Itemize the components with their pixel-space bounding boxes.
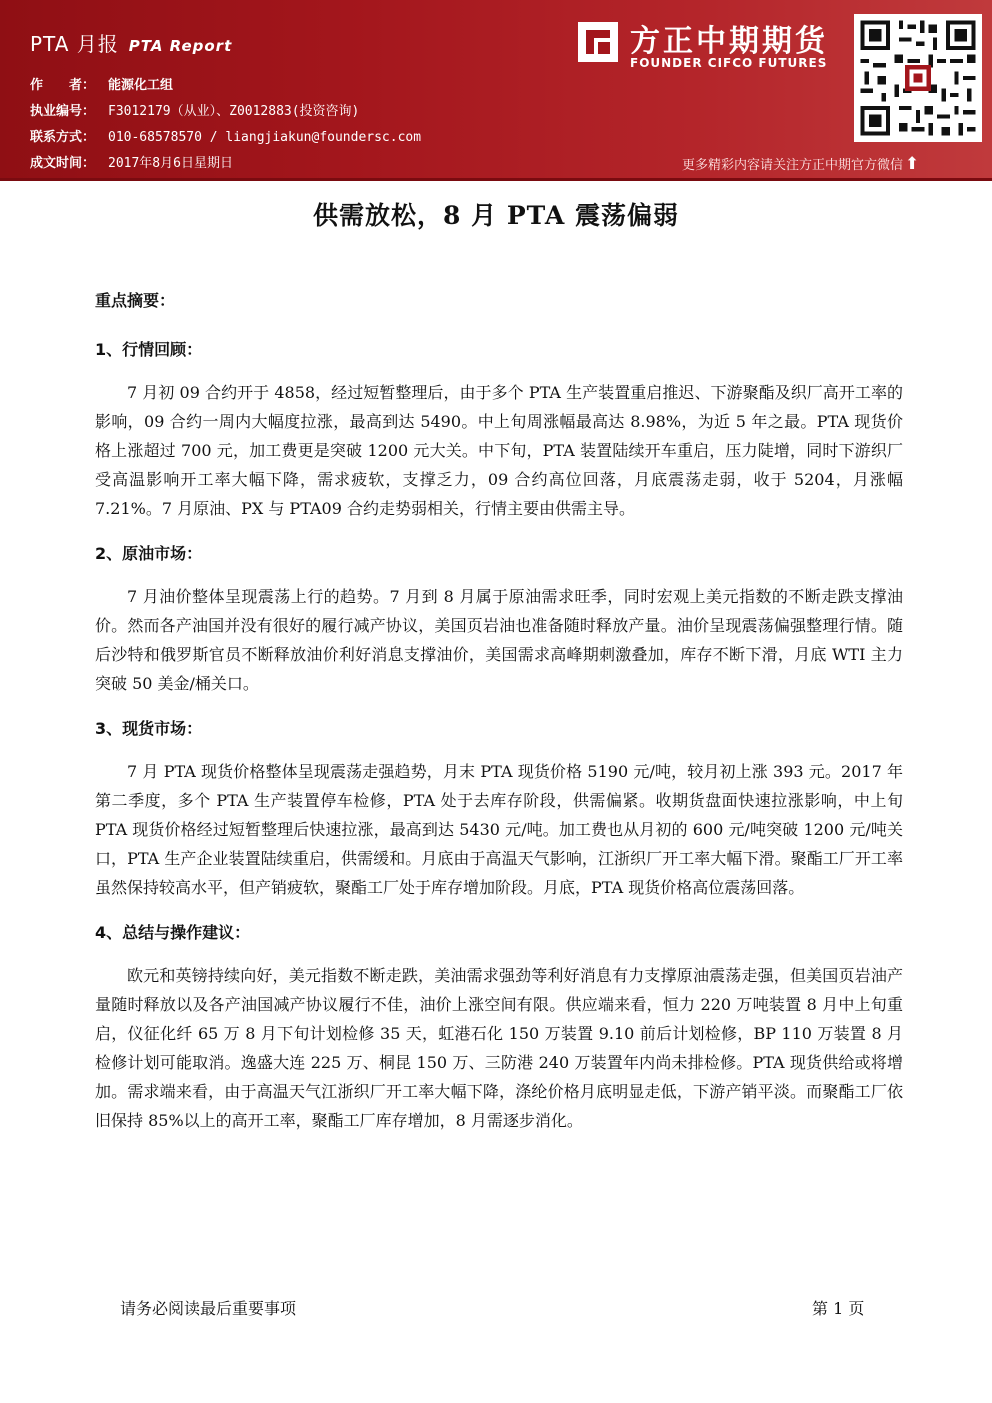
meta-date-value: 2017年8月6日星期日 bbox=[108, 156, 233, 171]
logo-text-en: FOUNDER CIFCO FUTURES bbox=[630, 56, 828, 70]
founder-logo bbox=[576, 12, 836, 72]
follow-wechat-text: 更多精彩内容请关注方正中期官方微信 bbox=[682, 158, 904, 173]
meta-author-key: 作 者： bbox=[30, 78, 96, 93]
meta-author-value: 能源化工组 bbox=[108, 78, 174, 93]
section-paragraph: 7 月 PTA 现货价格整体呈现震荡走强趋势，月末 PTA 现货价格 5190 元/吨，较月初上涨 393 元。2017 年第二季度，多个 PTA 生产装置停车检修，PTA 处于去库存阶段，供需偏紧。收期货盘面快速拉涨影响，中上旬 PTA 现货价格经过短暂整理后快速拉涨，最高到达 5430 元/吨。加工费也从月初的 600 元/吨突破 1200 元/吨关口，PTA 生产企业装置陆续重启，供需缓和。月底由于高温天气影响，江浙织厂开工率大幅下滑。聚酯工厂开工率虽然保持较高水平，但产销疲软，聚酯工厂处于库存增加阶段。月底，PTA 现货价格高位震荡回落。 bbox=[95, 762, 903, 897]
meta-author bbox=[30, 74, 173, 93]
report-title-en: PTA Report bbox=[128, 37, 233, 55]
summary-heading: 重点摘要： bbox=[95, 291, 176, 310]
founder-logo-icon bbox=[576, 20, 620, 64]
section-heading: 3、现货市场： bbox=[95, 719, 203, 738]
section-paragraph: 7 月油价整体呈现震荡上行的趋势。7 月到 8 月属于原油需求旺季，同时宏观上美元指数的不断走跌支撑油价。然而各产油国并没有很好的履行减产协议，美国页岩油也准备随时释放产量。油价呈现震荡偏强整理行情。随后沙特和俄罗斯官员不断释放油价利好消息支撑油价，美国需求高峰期刺激叠加，库存不断下滑，月底 WTI 主力突破 50 美金/桶关口。 bbox=[95, 587, 903, 693]
follow-wechat-hint bbox=[682, 154, 919, 174]
report-header bbox=[0, 0, 992, 181]
section-heading: 4、总结与操作建议： bbox=[95, 923, 251, 942]
section-heading: 2、原油市场： bbox=[95, 544, 203, 563]
report-body bbox=[95, 286, 903, 1135]
section-paragraph: 7 月初 09 合约开于 4858，经过短暂整理后，由于多个 PTA 生产装置重启推迟、下游聚酯及织厂高开工率的影响，09 合约一周内大幅度拉涨，最高到达 5490。中上旬周涨幅最高达 8.98%，为近 5 年之最。PTA 现货价格上涨超过 700 元，加工费更是突破 1200 元大关。中下旬，PTA 装置陆续开车重启，压力陡增，同时下游织厂受高温影响开工率大幅下降，需求疲软，支撑乏力，09 合约高位回落，月底震荡走弱，收于 5204，月涨幅 7.21%。7 月原油、PX 与 PTA09 合约走势弱相关，行情主要由供需主导。 bbox=[95, 383, 903, 518]
report-title-cn: PTA 月报 bbox=[30, 32, 119, 56]
page-title: 供需放松，8 月 PTA 震荡偏弱 bbox=[313, 201, 679, 230]
logo-text-cn: 方正中期期货 bbox=[630, 24, 828, 59]
header-divider bbox=[0, 178, 992, 181]
meta-license-value: F3012179（从业）、Z0012883(投资咨询) bbox=[108, 104, 360, 119]
meta-contact-key: 联系方式： bbox=[30, 130, 96, 145]
wechat-qr-code[interactable] bbox=[854, 14, 982, 142]
meta-contact-value: 010-68578570 / liangjiakun@foundersc.com bbox=[108, 130, 422, 145]
meta-license-key: 执业编号： bbox=[30, 104, 96, 119]
arrow-up-icon: ⬆ bbox=[905, 154, 920, 174]
meta-date-key: 成文时间： bbox=[30, 156, 96, 171]
meta-contact bbox=[30, 126, 421, 145]
section-heading: 1、行情回顾： bbox=[95, 340, 203, 359]
section-paragraph: 欧元和英镑持续向好，美元指数不断走跌，美油需求强劲等利好消息有力支撑原油震荡走强，但美国页岩油产量随时释放以及各产油国减产协议履行不佳，油价上涨空间有限。供应端来看，恒力 220 万吨装置 8 月中上旬重启，仪征化纤 65 万 8 月下旬计划检修 35 天，虹港石化 150 万装置 9.10 前后计划检修，BP 110 万装置 8 月检修计划可能取消。逸盛大连 225 万、桐昆 150 万、三防港 240 万装置年内尚未排检修。PTA 现货供给或将增加。需求端来看，由于高温天气江浙织厂开工率大幅下降，涤纶价格月底明显走低，下游产销平淡。而聚酯工厂依旧保持 85%以上的高开工率，聚酯工厂库存增加，8 月需逐步消化。 bbox=[95, 966, 903, 1130]
footer-notice: 请务必阅读最后重要事项 bbox=[120, 1299, 297, 1318]
meta-date bbox=[30, 152, 233, 171]
meta-license bbox=[30, 100, 359, 119]
page-number: 第 1 页 bbox=[812, 1299, 865, 1318]
report-title bbox=[30, 28, 232, 57]
